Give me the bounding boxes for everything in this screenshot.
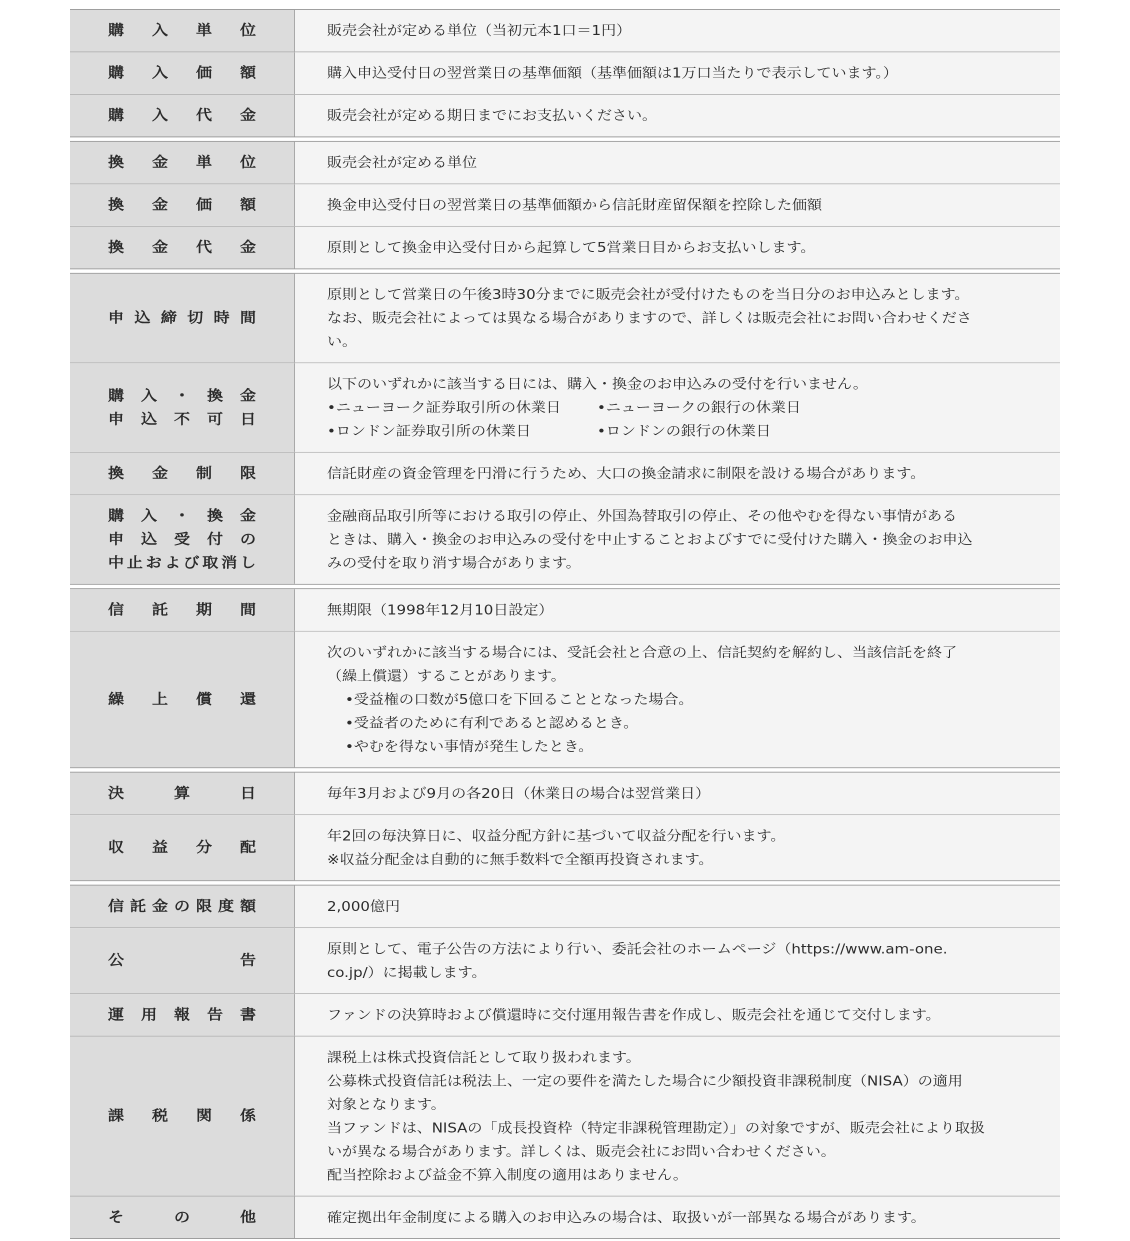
row-value-line: 毎年3月および9月の各20日（休業日の場合は翌営業日）	[327, 785, 711, 802]
bullet-pair-line	[327, 396, 1034, 419]
row-value-line: 課税上は株式投資信託として取り扱われます。	[327, 1049, 641, 1066]
row-label-line: 換 金 代 金	[108, 238, 256, 256]
row-label	[70, 52, 295, 94]
row-value-line: 原則として換金申込受付日から起算して5営業日目からお支払いします。	[327, 239, 816, 256]
row-label-line: 購 入 単 位	[108, 21, 256, 39]
row-value	[295, 453, 1060, 495]
table-group	[70, 885, 1060, 1239]
row-value-line: 販売会社が定める単位	[327, 154, 478, 171]
row-value-line: 年2回の毎決算日に、収益分配方針に基づいて収益分配を行います。	[327, 827, 786, 845]
row-value-line: co.jp/）に掲載します。	[327, 964, 487, 981]
row-value-line: 次のいずれかに該当する場合には、受託会社と合意の上、信託契約を解約し、当該信託を終了	[327, 644, 958, 661]
row-label-line: 信 託 期 間	[108, 600, 256, 619]
row-value-line: みの受付を取り消す場合があります。	[327, 554, 581, 572]
fund-procedures-table	[70, 9, 1060, 1239]
row-label	[70, 227, 295, 269]
row-label	[70, 142, 295, 184]
row-label-line: 信託金の限度額	[108, 897, 256, 915]
row-label-line: 換 金 価 額	[108, 196, 256, 214]
table-row	[70, 886, 1060, 928]
row-value	[295, 10, 1060, 52]
table-row	[70, 452, 1060, 494]
row-label	[70, 632, 295, 768]
table-row	[70, 226, 1060, 268]
row-value	[295, 184, 1060, 226]
table-row	[70, 631, 1060, 767]
row-label-line: 課 税 関 係	[108, 1107, 256, 1125]
row-value-line: 対象となります。	[327, 1096, 446, 1113]
row-label	[70, 184, 295, 226]
row-value	[295, 1037, 1060, 1196]
row-value	[295, 815, 1060, 880]
row-label-line: 換 金 単 位	[108, 153, 256, 171]
row-label	[70, 453, 295, 495]
row-value	[295, 495, 1060, 584]
row-value-line: 確定拠出年金制度による購入のお申込みの場合は、取扱いが一部異なる場合があります。	[327, 1209, 926, 1226]
table-row	[70, 183, 1060, 225]
row-value	[295, 227, 1060, 269]
row-label-line: 購 入 価 額	[108, 64, 256, 82]
table-row	[70, 94, 1060, 136]
row-value	[295, 994, 1060, 1036]
row-value-line: ※収益分配金は自動的に無手数料で全額再投資されます。	[327, 851, 714, 868]
table-row	[70, 589, 1060, 631]
row-value	[295, 142, 1060, 184]
row-value	[295, 928, 1060, 993]
bullet-item: •受益者のために有利であると認めるとき。	[345, 714, 639, 732]
row-label-line: 購入・換金	[108, 386, 256, 404]
row-label-line: 購入・換金	[108, 506, 256, 525]
table-row	[70, 814, 1060, 880]
row-value-line: 無期限（1998年12月10日設定）	[327, 601, 554, 619]
table-group	[70, 273, 1060, 585]
row-value	[295, 773, 1060, 815]
row-value-line: いが異なる場合があります。詳しくは、販売会社にお問い合わせください。	[327, 1143, 836, 1160]
bullet-item: •ニューヨーク証券取引所の休業日	[327, 399, 561, 416]
row-value	[295, 52, 1060, 94]
row-value-line: 販売会社が定める単位（当初元本1口＝1円）	[327, 22, 632, 39]
row-value	[295, 274, 1060, 363]
table-group	[70, 588, 1060, 768]
table-row	[70, 993, 1060, 1035]
table-row	[70, 494, 1060, 583]
bullet-item: •ロンドンの銀行の休業日	[597, 422, 771, 440]
row-label-line: 申込不可日	[108, 410, 256, 428]
row-value	[295, 886, 1060, 928]
bullet-item: •ニューヨークの銀行の休業日	[597, 399, 801, 416]
row-value-line: 換金申込受付日の翌営業日の基準価額から信託財産留保額を控除した価額	[327, 196, 823, 214]
row-label-line: 申込受付の	[108, 530, 256, 548]
row-value-line: ときは、購入・換金のお申込みの受付を中止することおよびすでに受付けた購入・換金のお申込	[327, 531, 973, 548]
row-value-line: い。	[327, 333, 358, 350]
row-label	[70, 886, 295, 928]
row-label	[70, 95, 295, 137]
row-value-line: 配当控除および益金不算入制度の適用はありません。	[327, 1166, 688, 1183]
table-row	[70, 10, 1060, 52]
bullet-item: •受益権の口数が5億口を下回ることとなった場合。	[345, 691, 694, 708]
row-label	[70, 815, 295, 880]
row-label	[70, 773, 295, 815]
row-value-line: 信託財産の資金管理を円滑に行うため、大口の換金請求に制限を設ける場合があります。	[327, 465, 926, 482]
table-row	[70, 1036, 1060, 1196]
row-value-line: なお、販売会社によっては異なる場合がありますので、詳しくは販売会社にお問い合わせくださ	[327, 309, 972, 327]
row-value-line: ファンドの決算時および償還時に交付運用報告書を作成し、販売会社を通じて交付します。	[327, 1006, 941, 1024]
row-label-line: 収 益 分 配	[108, 838, 256, 856]
table-row	[70, 51, 1060, 93]
row-label	[70, 274, 295, 363]
row-value-line: 金融商品取引所等における取引の停止、外国為替取引の停止、その他やむを得ない事情がある	[327, 507, 958, 525]
row-value	[295, 95, 1060, 137]
row-value	[295, 589, 1060, 631]
row-label	[70, 10, 295, 52]
row-label	[70, 1037, 295, 1196]
row-value-line: 公募株式投資信託は税法上、一定の要件を満たした場合に少額投資非課税制度（NISA）の適用	[327, 1072, 963, 1089]
row-label-line: 購 入 代 金	[108, 106, 256, 124]
row-value-line: 以下のいずれかに該当する日には、購入・換金のお申込みの受付を行いません。	[327, 375, 868, 393]
table-row	[70, 274, 1060, 363]
row-value	[295, 363, 1060, 452]
row-value-line: （繰上償還）することがあります。	[327, 667, 566, 685]
row-value-line: 当ファンドは、NISAの「成長投資枠（特定非課税管理勘定）」の対象ですが、販売会社により取扱	[327, 1119, 985, 1136]
row-label	[70, 589, 295, 631]
table-group	[70, 772, 1060, 881]
row-value	[295, 632, 1060, 768]
table-row	[70, 142, 1060, 184]
row-value-line: 原則として、電子公告の方法により行い、委託会社のホームページ（https://www.am-one.	[327, 940, 948, 958]
bullet-item: •やむを得ない事情が発生したとき。	[345, 738, 594, 755]
table-row	[70, 362, 1060, 451]
row-label	[70, 495, 295, 584]
row-value-line: 2,000億円	[327, 898, 400, 915]
row-value-line: 販売会社が定める期日までにお支払いください。	[327, 107, 658, 124]
row-label	[70, 363, 295, 452]
row-label-line: 決 算 日	[108, 784, 256, 802]
table-row	[70, 927, 1060, 993]
row-label-line: 換 金 制 限	[108, 464, 256, 482]
row-label-line: そ の 他	[108, 1208, 256, 1226]
row-label-line: 公 告	[108, 951, 256, 969]
row-label	[70, 994, 295, 1036]
row-value	[295, 1197, 1060, 1239]
table-group	[70, 141, 1060, 269]
row-label	[70, 928, 295, 993]
bullet-item: •ロンドン証券取引所の休業日	[327, 422, 531, 440]
table-group	[70, 9, 1060, 137]
row-label-line: 中止および取消し	[108, 553, 256, 572]
row-label	[70, 1197, 295, 1239]
row-label-line: 繰 上 償 還	[108, 690, 256, 708]
row-value-line: 原則として営業日の午後3時30分までに販売会社が受付けたものを当日分のお申込みとします。	[327, 286, 970, 303]
row-label-line: 運用報告書	[108, 1005, 256, 1024]
row-value-line: 購入申込受付日の翌営業日の基準価額（基準価額は1万口当たりで表示しています。）	[327, 65, 898, 82]
table-row	[70, 1196, 1060, 1238]
row-label-line: 申込締切時間	[108, 309, 256, 327]
bullet-pair-line	[327, 419, 1034, 442]
table-row	[70, 773, 1060, 815]
